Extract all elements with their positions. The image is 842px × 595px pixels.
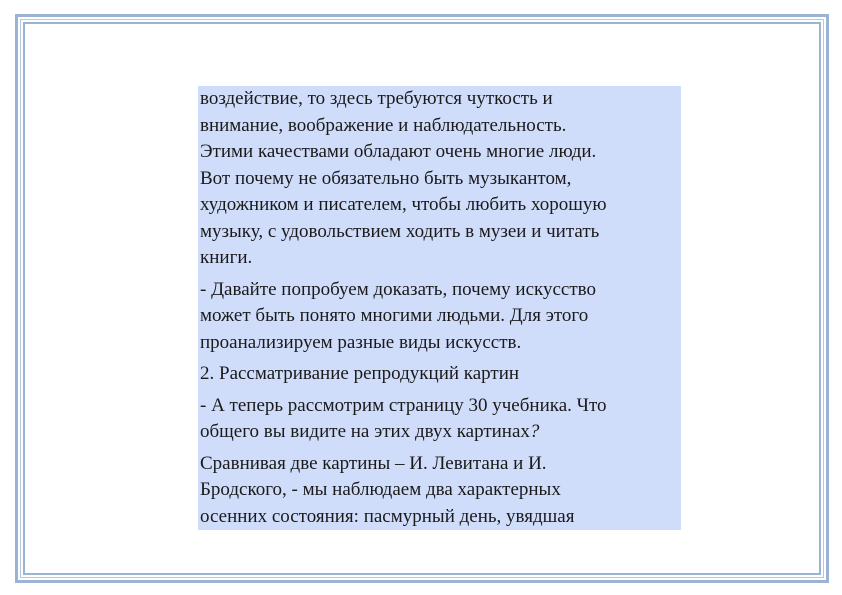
text-line: внимание, воображение и наблюдательность. xyxy=(200,114,567,136)
text-box xyxy=(198,86,681,530)
paragraph-lets-prove xyxy=(200,277,679,357)
paragraph-comparison xyxy=(200,451,679,531)
text-line: - А теперь рассмотрим страницу 30 учебника. Что xyxy=(200,394,607,416)
text-line: художником и писателем, чтобы любить хорошую xyxy=(200,194,607,215)
text-line: Бродского, - мы наблюдаем два характерных xyxy=(200,479,561,500)
text-segment: общего вы видите на этих двух картинах xyxy=(200,421,530,442)
text-line: книги. xyxy=(200,247,253,268)
text-line: Вот почему не обязательно быть музыкантом, xyxy=(200,167,572,189)
paragraph-section-heading xyxy=(200,361,679,388)
text-line: Сравнивая две картины – И. Левитана и И. xyxy=(200,452,547,474)
text-line: проанализируем разные виды искусств. xyxy=(200,331,522,353)
text-line: осенних состояния: пасмурный день, увядшая xyxy=(200,505,575,527)
text-line: - Давайте попробуем доказать, почему искусство xyxy=(200,278,596,300)
text-line xyxy=(200,419,679,446)
paragraph-question xyxy=(200,393,679,446)
text-line: Этими качествами обладают очень многие люди. xyxy=(200,141,597,162)
text-line: воздействие, то здесь требуются чуткость и xyxy=(200,88,553,109)
text-line: может быть понято многими людьми. Для этого xyxy=(200,305,589,326)
paragraph-intro xyxy=(200,86,679,272)
text-line: музыку, с удовольствием ходить в музеи и читать xyxy=(200,220,600,242)
text-line: 2. Рассматривание репродукций картин xyxy=(200,363,520,384)
question-mark: ? xyxy=(529,421,540,442)
